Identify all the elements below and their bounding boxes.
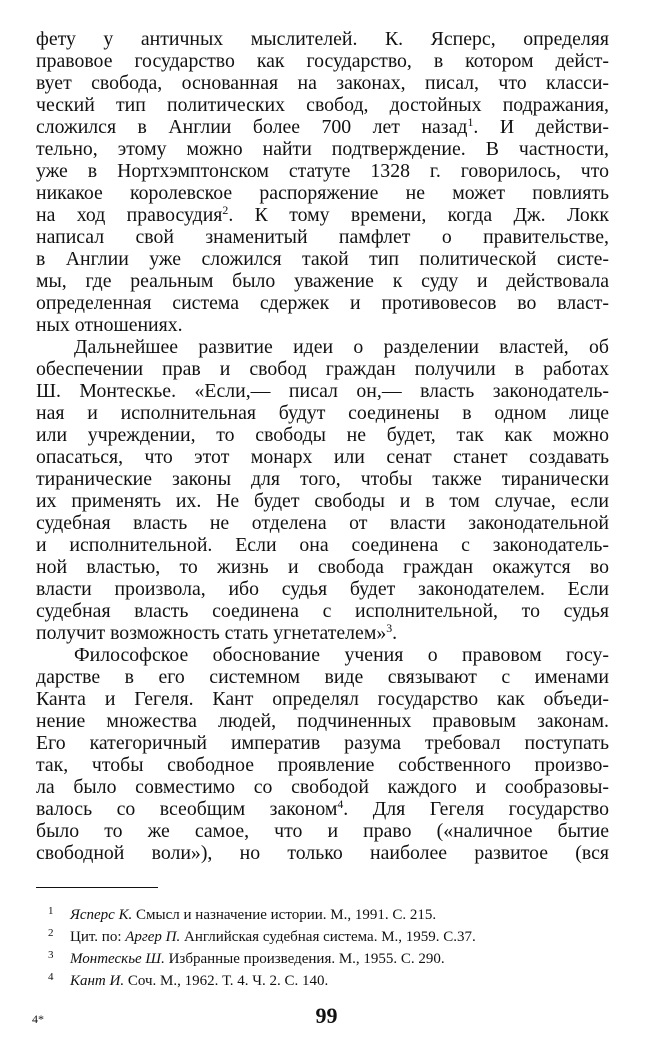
text-line: власти произвола, ибо судья будет законодателем. Если xyxy=(36,578,609,600)
text-line: ла было совместимо со свободой каждого и сообразовы- xyxy=(36,776,609,798)
footnote-prefix: Цит. по: xyxy=(70,929,126,945)
text-line: получит возможность стать угнетателем»$^3$. xyxy=(36,622,398,644)
text-line: правовое государство как государство, в котором дейст- xyxy=(36,50,609,72)
text-line: написал свой знаменитый памфлет о правительстве, xyxy=(36,226,609,248)
text-line: так, чтобы свободное проявление собственного произво- xyxy=(36,754,609,776)
text-line: Его категоричный императив разума требовал поступать xyxy=(36,732,609,754)
footnote-ref: 2 xyxy=(222,204,229,217)
footnote-number: 2 xyxy=(48,927,54,939)
text-line: дарстве в его системном виде связывают с именами xyxy=(36,666,609,688)
footnote xyxy=(36,966,609,988)
footnote-number: 4 xyxy=(48,971,54,983)
footnote-text: Английская судебная система. М., 1959. С.37. xyxy=(180,929,476,945)
footnote-ref: 3 xyxy=(386,622,393,635)
text-line: сложился в Англии более 700 лет назад$^1$. И действи- xyxy=(36,116,609,138)
text-line: тиранические законы для того, чтобы также тиранически xyxy=(36,468,609,490)
footnote-number: 1 xyxy=(48,905,54,917)
text-line: никакое королевское распоряжение не может повлиять xyxy=(36,182,609,204)
text-line: ная и исполнительная будут соединены в одном лице xyxy=(36,402,609,424)
footnote-author: Ясперс К. xyxy=(70,907,133,923)
footnote-author: Монтескье Ш. xyxy=(70,951,165,967)
text-line: или учреждении, то свободы не будет, так как можно xyxy=(36,424,609,446)
text-line: Философское обоснование учения о правовом госу- xyxy=(74,644,609,666)
footnote-author: Аргер П. xyxy=(125,929,181,945)
footnote-ref: 4 xyxy=(337,798,344,811)
signature-mark: 4* xyxy=(32,1012,44,1026)
footnote xyxy=(36,922,609,944)
text-line: на ход правосудия$^2$. К тому времени, когда Дж. Локк xyxy=(36,204,609,226)
text-line: ческий тип политических свобод, достойных подражания, xyxy=(36,94,609,116)
text-line: тельно, этому можно найти подтверждение. В частности, xyxy=(36,138,609,160)
text-line: мы, где реальным было уважение к суду и действовала xyxy=(36,270,609,292)
footnote xyxy=(36,900,609,922)
text-line: судебная власть соединена с исполнительной, то судья xyxy=(36,600,609,622)
text-line: опасаться, что этот монарх или сенат станет создавать xyxy=(36,446,609,468)
text-line: фету у античных мыслителей. К. Ясперс, определяя xyxy=(36,28,609,50)
text-line: определенная система сдержек и противовесов во власт- xyxy=(36,292,609,314)
text-line: судебная власть не отделена от власти законодательной xyxy=(36,512,609,534)
body-text xyxy=(36,28,609,864)
text-line: Дальнейшее развитие идеи о разделении властей, об xyxy=(74,336,609,358)
footnote-ref: 1 xyxy=(467,116,474,129)
footnote-text: Избранные произведения. М., 1955. С. 290. xyxy=(164,951,445,967)
text-line: ных отношениях. xyxy=(36,314,183,336)
text-line: Ш. Монтескье. «Если,— писал он,— власть законодатель- xyxy=(36,380,609,402)
text-line: Канта и Гегеля. Кант определял государство как объеди- xyxy=(36,688,609,710)
footnote xyxy=(36,944,609,966)
text-line: их применять их. Не будет свободы и в том случае, если xyxy=(36,490,609,512)
text-line: обеспечении прав и свобод граждан получили в работах xyxy=(36,358,609,380)
footnote-divider xyxy=(36,887,158,888)
text-line: в Англии уже сложился такой тип политической систе- xyxy=(36,248,609,270)
page-number: 99 xyxy=(315,1003,338,1028)
footnote-text: Соч. М., 1962. Т. 4. Ч. 2. С. 140. xyxy=(124,973,329,989)
text-line: и исполнительной. Если она соединена с законодатель- xyxy=(36,534,609,556)
text-line: было то же самое, что и право («наличное бытие xyxy=(36,820,609,842)
text-line: вует свобода, основанная на законах, писал, что класси- xyxy=(36,72,609,94)
footnote-author: Кант И. xyxy=(70,973,125,989)
footnote-text: Смысл и назначение истории. М., 1991. С. 215. xyxy=(132,907,437,923)
footnotes xyxy=(36,900,609,988)
text-line: уже в Нортхэмптонском статуте 1328 г. говорилось, что xyxy=(36,160,609,182)
text-line: ной властью, то жизнь и свобода граждан окажутся во xyxy=(36,556,609,578)
text-line: свободной воли»), но только наиболее развитое (вся xyxy=(36,842,609,864)
footnote-number: 3 xyxy=(48,949,54,961)
text-line: нение множества людей, подчиненных правовым законам. xyxy=(36,710,609,732)
text-line: валось со всеобщим законом$^4$. Для Гегеля государство xyxy=(36,798,609,820)
